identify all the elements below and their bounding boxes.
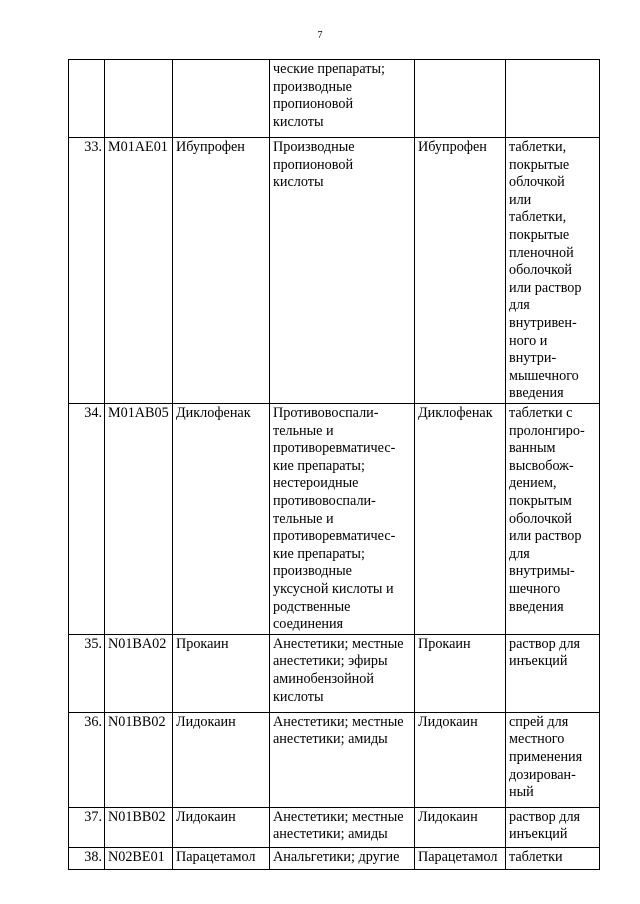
inn-cell: Лидокаин xyxy=(415,807,506,847)
pharmacological-group-cell: Противовоспали- тельные и противоревматичес- кие препараты; нестероидные противовоспали- тельные и противоревматичес- кие препараты; производные уксусной кислоты и родственные соединения xyxy=(270,404,415,635)
dosage-form-cell: таблетки xyxy=(506,847,600,869)
inn-cell xyxy=(415,60,506,138)
inn-cell: Диклофенак xyxy=(415,404,506,635)
row-number-cell: 33. xyxy=(69,138,105,404)
dosage-form-cell xyxy=(506,60,600,138)
pharmacological-group-cell: Анестетики; местные анестетики; эфиры аминобензойной кислоты xyxy=(270,634,415,712)
dosage-form-cell: спрей для местного применения дозирован- ный xyxy=(506,712,600,807)
pharmacological-group-cell: Анальгетики; другие xyxy=(270,847,415,869)
drug-list-table xyxy=(68,59,600,870)
atc-code-cell: N02BE01 xyxy=(105,847,173,869)
atc-code-cell: N01BA02 xyxy=(105,634,173,712)
table-row xyxy=(69,60,600,138)
pharmacological-group-cell: Производные пропионовой кислоты xyxy=(270,138,415,404)
inn-cell: Ибупрофен xyxy=(415,138,506,404)
row-number-cell: 37. xyxy=(69,807,105,847)
page-number: 7 xyxy=(317,30,323,41)
pharmacological-group-cell: Анестетики; местные анестетики; амиды xyxy=(270,712,415,807)
atc-code-cell: M01AB05 xyxy=(105,404,173,635)
row-number-cell: 34. xyxy=(69,404,105,635)
drug-name-cell: Ибупрофен xyxy=(173,138,270,404)
dosage-form-cell: таблетки, покрытые облочкой или таблетки, покрытые пленочной оболочкой или раствор для внутривен- ного и внутри- мышечного введения xyxy=(506,138,600,404)
atc-code-cell: N01BB02 xyxy=(105,807,173,847)
inn-cell: Парацетамол xyxy=(415,847,506,869)
inn-cell: Прокаин xyxy=(415,634,506,712)
drug-name-cell: Лидокаин xyxy=(173,807,270,847)
table-row xyxy=(69,138,600,404)
atc-code-cell: N01BB02 xyxy=(105,712,173,807)
drug-name-cell: Лидокаин xyxy=(173,712,270,807)
table-row xyxy=(69,404,600,635)
drug-name-cell: Прокаин xyxy=(173,634,270,712)
dosage-form-cell: раствор для инъекций xyxy=(506,634,600,712)
atc-code-cell: M01AE01 xyxy=(105,138,173,404)
row-number-cell: 36. xyxy=(69,712,105,807)
row-number-cell: 38. xyxy=(69,847,105,869)
pharmacological-group-cell: Анестетики; местные анестетики; амиды xyxy=(270,807,415,847)
row-number-cell xyxy=(69,60,105,138)
row-number-cell: 35. xyxy=(69,634,105,712)
atc-code-cell xyxy=(105,60,173,138)
table-row xyxy=(69,634,600,712)
dosage-form-cell: раствор для инъекций xyxy=(506,807,600,847)
table-row xyxy=(69,847,600,869)
dosage-form-cell: таблетки с пролонгиро- ванным высвобож- дением, покрытым оболочкой или раствор для внутримы- шечного введения xyxy=(506,404,600,635)
drug-name-cell: Диклофенак xyxy=(173,404,270,635)
drug-name-cell: Парацетамол xyxy=(173,847,270,869)
drug-name-cell xyxy=(173,60,270,138)
table-row xyxy=(69,712,600,807)
pharmacological-group-cell: ческие препараты; производные пропионовой кислоты xyxy=(270,60,415,138)
table-row xyxy=(69,807,600,847)
inn-cell: Лидокаин xyxy=(415,712,506,807)
